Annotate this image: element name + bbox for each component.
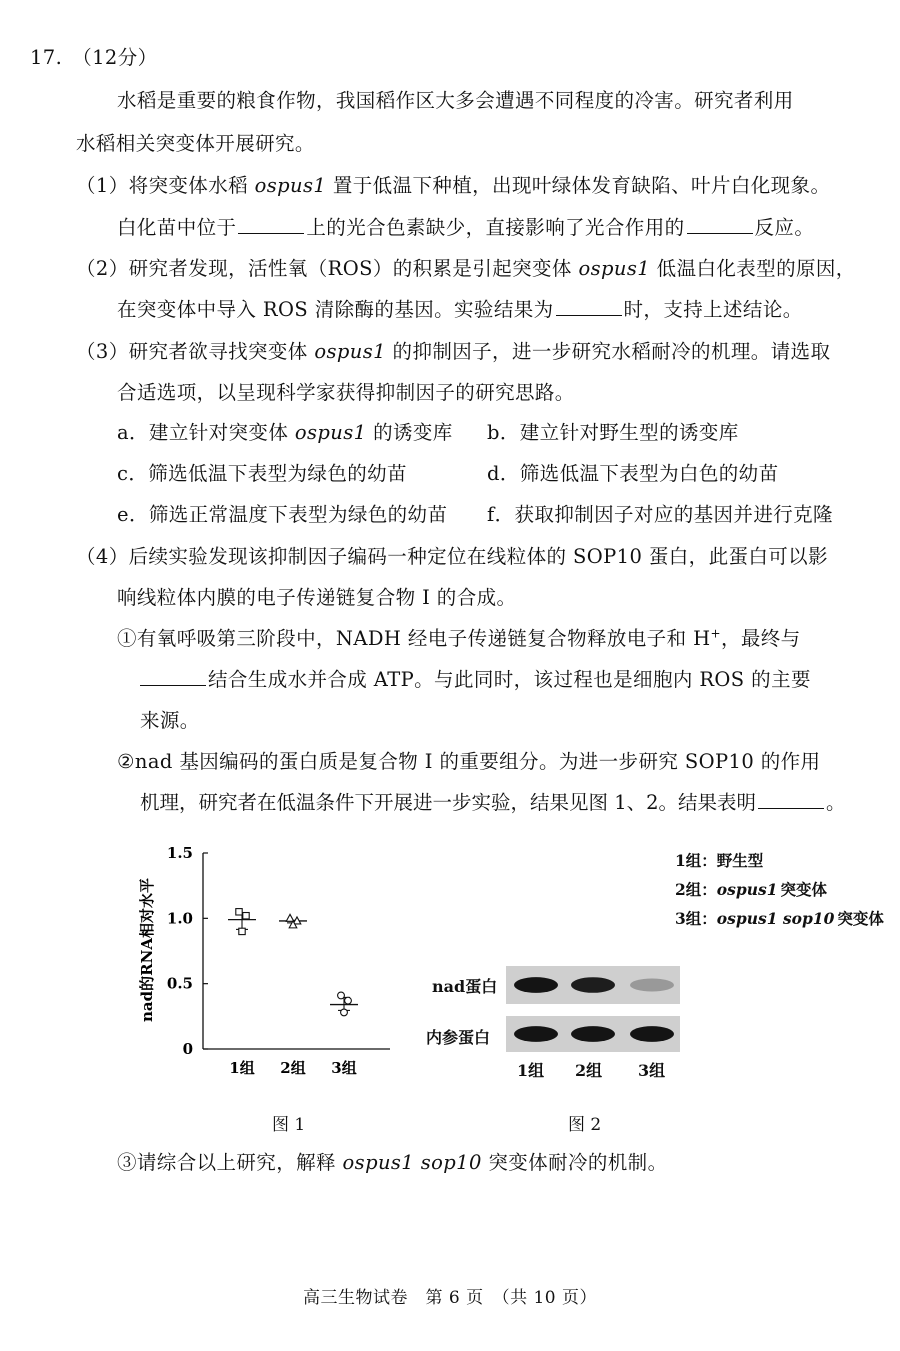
option-b[interactable]: b．建立针对野生型的诱变库 — [487, 421, 739, 444]
band-label-control: 内参蛋白 — [426, 1028, 491, 1047]
answer-blank-5[interactable] — [758, 790, 824, 809]
x-tick-labels — [229, 1059, 356, 1077]
legend-item-1: 1组：野生型 — [675, 851, 764, 870]
option-e[interactable]: e．筛选正常温度下表型为绿色的幼苗 — [117, 503, 448, 526]
x-tick-label: 2组 — [280, 1059, 306, 1077]
question-number: 17. — [30, 46, 63, 69]
option-d[interactable]: d．筛选低温下表型为白色的幼苗 — [487, 462, 779, 485]
q4-1-post: ，最终与 — [720, 627, 801, 650]
q4-3-pre: ③请综合以上研究，解释 — [117, 1151, 336, 1174]
x-tick-label: 1组 — [229, 1059, 255, 1077]
q3-text-pre: （3）研究者欲寻找突变体 — [76, 340, 308, 363]
data-points — [228, 909, 358, 1016]
gene-name: ospus1 — [578, 257, 651, 280]
q3-text-post: 的抑制因子，进一步研究水稻耐冷的机理。请选取 — [392, 340, 831, 363]
legend — [675, 846, 884, 933]
q4-line-2: 响线粒体内膜的电子传递链复合物 I 的合成。 — [117, 586, 517, 609]
y-tick-label: 0.5 — [166, 974, 193, 993]
option-a[interactable] — [117, 420, 453, 446]
answer-blank-2[interactable] — [687, 215, 753, 234]
q4-3-post: 突变体耐冷的机制。 — [488, 1151, 668, 1174]
q1-text-pre: （1）将突变体水稻 — [76, 174, 249, 197]
q2-line-1 — [76, 256, 856, 282]
figure-1-caption: 图 1 — [272, 1115, 306, 1135]
control-band — [630, 1026, 674, 1042]
q1-b-pre: 白化苗中位于 — [117, 216, 237, 239]
question-header — [30, 45, 158, 71]
band-label-nad: nad蛋白 — [432, 977, 498, 996]
option-a-pre: a．建立针对突变体 — [117, 421, 289, 444]
q4-1-line-3: 来源。 — [140, 709, 200, 732]
legend-item-2: 2组：ospus1 突变体 — [675, 880, 827, 899]
gene-name: ospus1 sop10 — [342, 1151, 482, 1174]
q3-line-1 — [76, 339, 830, 365]
nad-band — [630, 979, 674, 992]
gene-name: ospus1 — [314, 340, 386, 363]
axes — [203, 853, 390, 1049]
q2-text-pre: （2）研究者发现，活性氧（ROS）的积累是引起突变体 — [76, 257, 572, 280]
q4-3-line — [117, 1150, 667, 1176]
lane-label-3: 3组 — [638, 1061, 666, 1080]
q4-2-b-pre: 机理，研究者在低温条件下开展进一步实验，结果见图 1、2。结果表明 — [140, 791, 757, 814]
data-point — [286, 914, 294, 921]
control-band — [571, 1026, 615, 1042]
q4-1-line-2 — [140, 667, 811, 693]
lane-label-1: 1组 — [517, 1061, 545, 1080]
intro-line-1: 水稻是重要的粮食作物，我国稻作区大多会遭遇不同程度的冷害。研究者利用 — [117, 89, 794, 112]
q4-line-1: （4）后续实验发现该抑制因子编码一种定位在线粒体的 SOP10 蛋白，此蛋白可以影 — [76, 545, 828, 568]
control-band — [514, 1026, 558, 1042]
q3-line-2: 合适选项，以呈现科学家获得抑制因子的研究思路。 — [117, 381, 575, 404]
figure-1-chart — [130, 835, 400, 1085]
nad-band — [571, 977, 615, 993]
q4-2-line-1: ②nad 基因编码的蛋白质是复合物 I 的重要组分。为进一步研究 SOP10 的作用 — [117, 750, 821, 773]
superscript-plus: + — [710, 626, 721, 641]
q4-2-line-2 — [140, 790, 846, 816]
data-point — [236, 909, 242, 915]
q1-b-post: 反应。 — [754, 216, 815, 239]
q1-text-post: 置于低温下种植，出现叶绿体发育缺陷、叶片白化现象。 — [332, 174, 831, 197]
q4-2-b-post: 。 — [826, 791, 846, 814]
q2-b-post: 时，支持上述结论。 — [623, 298, 803, 321]
data-point — [345, 997, 352, 1004]
option-c[interactable]: c．筛选低温下表型为绿色的幼苗 — [117, 462, 407, 485]
question-score: （12分） — [72, 46, 158, 69]
figure-2 — [420, 840, 890, 1090]
legend-item-3: 3组：ospus1 sop10 突变体 — [675, 909, 884, 928]
y-axis-label: nad的RNA相对水平 — [138, 878, 156, 1022]
nad-bands — [506, 966, 680, 1004]
q2-text-post: 低温白化表型的原因， — [656, 257, 856, 280]
lane-label-2: 2组 — [575, 1061, 603, 1080]
y-tick-label: 1.5 — [166, 844, 193, 862]
q2-b-pre: 在突变体中导入 ROS 清除酶的基因。实验结果为 — [117, 298, 554, 321]
gene-name: ospus1 — [254, 174, 327, 197]
data-point — [338, 992, 345, 999]
answer-blank-4[interactable] — [140, 667, 206, 686]
gene-name: ospus1 — [294, 421, 367, 444]
intro-line-2: 水稻相关突变体开展研究。 — [76, 132, 315, 155]
nad-band — [514, 977, 558, 993]
q1-line-1 — [76, 173, 830, 199]
data-point — [341, 1009, 348, 1016]
answer-blank-1[interactable] — [238, 215, 304, 234]
q2-line-2 — [117, 297, 803, 323]
blot-panel-nad — [506, 966, 680, 1004]
option-f[interactable]: f．获取抑制因子对应的基因并进行克隆 — [487, 503, 833, 526]
y-tick-label: 0 — [182, 1040, 193, 1058]
q1-line-2 — [117, 215, 814, 241]
y-ticks — [167, 844, 208, 1058]
data-point — [243, 913, 249, 919]
figure-2-caption: 图 2 — [568, 1115, 602, 1135]
q1-b-mid: 上的光合色素缺少，直接影响了光合作用的 — [306, 216, 685, 239]
data-point — [239, 928, 245, 934]
blot-panel-control — [506, 1016, 680, 1052]
q4-1-pre: ①有氧呼吸第三阶段中，NADH 经电子传递链复合物释放电子和 H — [117, 627, 711, 650]
x-tick-label: 3组 — [331, 1059, 357, 1077]
option-a-post: 的诱变库 — [373, 421, 453, 444]
q4-1-line-1 — [117, 626, 801, 652]
page-footer: 高三生物试卷 第 6 页 （共 10 页） — [302, 1288, 598, 1308]
answer-blank-3[interactable] — [556, 297, 622, 316]
control-bands — [506, 1016, 680, 1052]
y-tick-label: 1.0 — [166, 909, 193, 928]
q4-1-b-post: 结合生成水并合成 ATP。与此同时，该过程也是细胞内 ROS 的主要 — [208, 668, 811, 691]
